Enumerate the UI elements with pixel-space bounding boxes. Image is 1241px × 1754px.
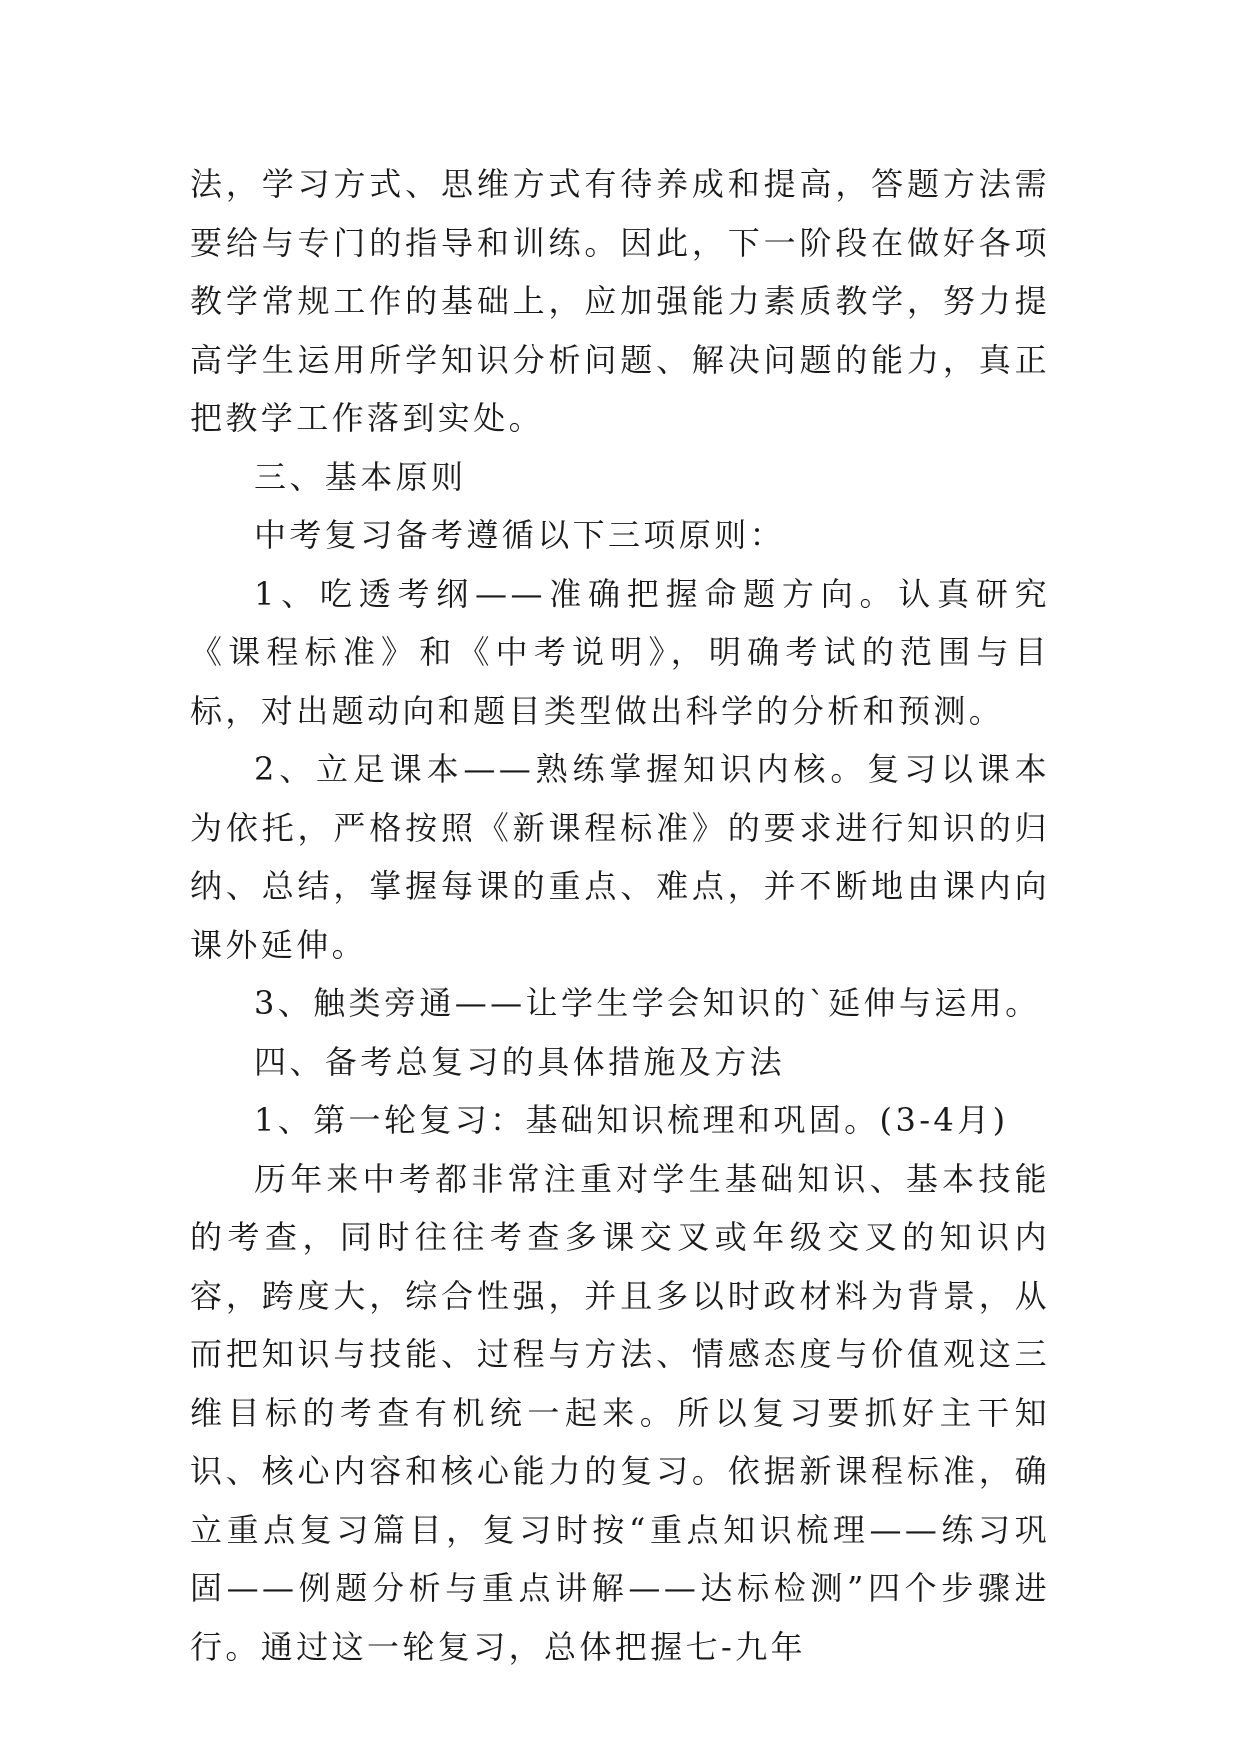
paragraph-principle-3: 3、触类旁通——让学生学会知识的`延伸与运用。 — [254, 984, 1041, 1022]
paragraph-principle-1: 1、吃透考纲——准确把握命题方向。认真研究《课程标准》和《中考说明》，明确考试的范围与目标，对出题动向和题目类型做出科学的分析和预测。 — [190, 574, 1050, 730]
paragraph-principle-2: 2、立足课本——熟练掌握知识内核。复习以课本为依托，严格按照《新课程标准》的要求进行知识的归纳、总结，掌握每课的重点、难点，并不断地由课内向课外延伸。 — [190, 750, 1050, 964]
document-body — [190, 155, 1050, 1676]
subheading-first-round-review: 1、第一轮复习：基础知识梳理和巩固。(3-4月) — [254, 1101, 1009, 1139]
section-heading-measures-methods: 四、备考总复习的具体措施及方法 — [254, 1042, 786, 1081]
paragraph-first-round-details: 历年来中考都非常注重对学生基础知识、基本技能的考查，同时往往考查多课交叉或年级交叉的知识内容，跨度大，综合性强，并且多以时政材料为背景，从而把知识与技能、过程与方法、情感态度与价值观这三维目标的考查有机统一起来。所以复习要抓好主干知识、核心内容和核心能力的复习。依据新课程标准，确立重点复习篇目，复习时按“重点知识梳理——练习巩固——例题分析与重点讲解——达标检测”四个步骤进行。通过这一轮复习，总体把握七-九年 — [190, 1159, 1050, 1666]
paragraph-intro-continuation: 法，学习方式、思维方式有待养成和提高，答题方法需要给与专门的指导和训练。因此，下一阶段在做好各项教学常规工作的基础上，应加强能力素质教学，努力提高学生运用所学知识分析问题、解决问题的能力，真正把教学工作落到实处。 — [190, 165, 1050, 437]
paragraph-principles-intro: 中考复习备考遵循以下三项原则： — [254, 516, 786, 554]
section-heading-basic-principles: 三、基本原则 — [254, 457, 467, 496]
